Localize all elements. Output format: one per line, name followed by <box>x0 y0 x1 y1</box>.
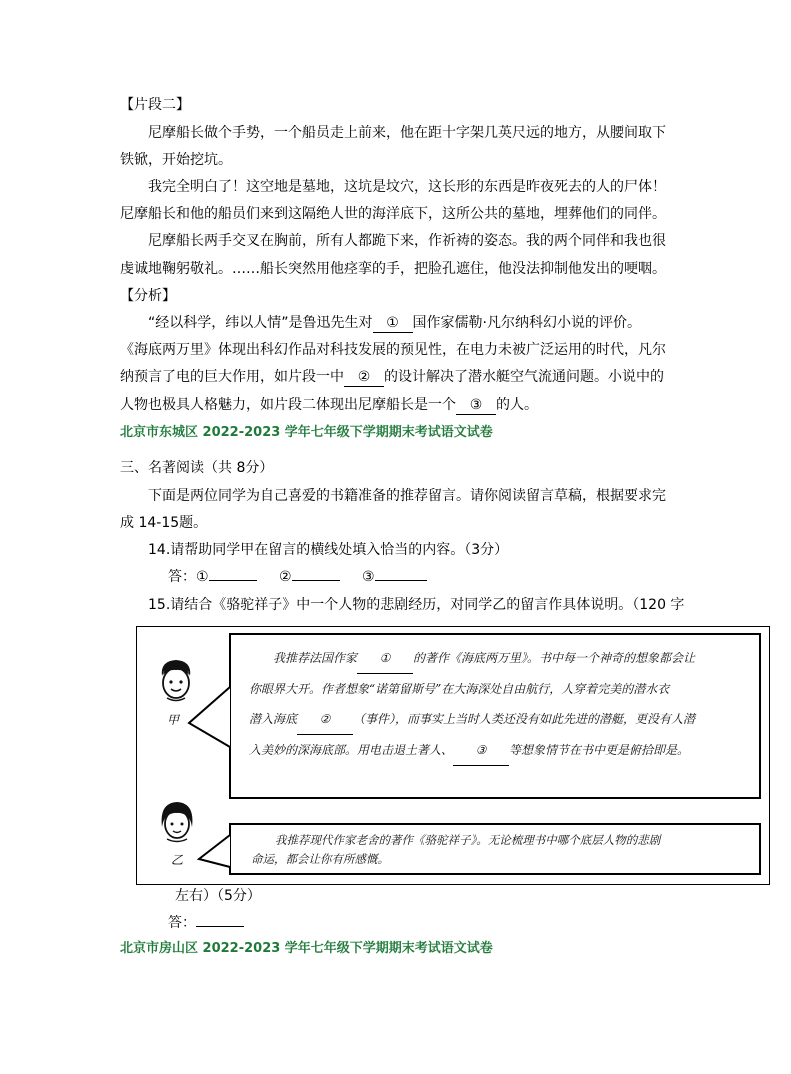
q14-answer-line <box>168 568 427 586</box>
answer-label: 答： <box>168 915 196 931</box>
bubble-text: 入美妙的深海底部。用电击退土著人、 <box>249 743 454 757</box>
q15-answer-line <box>168 914 244 932</box>
answer-blank-3[interactable] <box>375 580 427 581</box>
mark-2: ② <box>279 569 292 585</box>
bubble-line: 命运，都会让你有所感慨。 <box>251 852 389 866</box>
speaker-label-jia: 甲 <box>167 713 180 727</box>
analysis-text: 人物也极具人格魅力，如片段二体现出尼摩船长是一个 <box>120 397 456 413</box>
answer-blank: ③ <box>456 396 496 415</box>
fragment2-heading: 【片段二】 <box>120 97 190 113</box>
analysis-text: 纳预言了电的巨大作用，如片段一中 <box>120 369 344 385</box>
bubble-text: （事件），而事实上当时人类还没有如此先进的潜艇，更没有人潜 <box>353 712 696 726</box>
analysis-line-3 <box>120 368 664 387</box>
question-14: 14.请帮助同学甲在留言的横线处填入恰当的内容。（3分） <box>148 542 509 558</box>
analysis-line-2: 《海底两万里》体现出科幻作品对科技发展的预见性，在电力未被广泛运用的时代，凡尔 <box>120 342 666 358</box>
question-15-continued: 左右）（5分） <box>175 888 261 904</box>
paragraph-line: 尼摩船长两手交叉在胸前，所有人都跪下来，作祈祷的姿态。我的两个同伴和我也很 <box>148 233 666 249</box>
analysis-text: 的人。 <box>496 397 538 413</box>
intro-line: 下面是两位同学为自己喜爱的书籍准备的推荐留言。请你阅读留言草稿，根据要求完 <box>148 488 666 504</box>
mark-3: ③ <box>362 569 375 585</box>
answer-blank-2[interactable] <box>292 580 340 581</box>
paragraph-line: 尼摩船长做个手势，一个船员走上前来，他在距十字架几英尺远的地方，从腰间取下 <box>148 125 666 141</box>
section-title: 三、名著阅读（共 8分） <box>120 460 274 476</box>
paragraph-line: 虔诚地鞠躬敬礼。……船长突然用他痉挛的手，把脸孔遮住，他没法抑制他发出的哽咽。 <box>120 261 666 277</box>
source-citation: 北京市东城区 2022-2023 学年七年级下学期期末考试语文试卷 <box>120 425 493 440</box>
speaker-label-yi: 乙 <box>171 853 184 867</box>
source-citation: 北京市房山区 2022-2023 学年七年级下学期期末考试语文试卷 <box>120 941 493 956</box>
intro-line: 成 14-15题。 <box>120 515 208 531</box>
answer-blank[interactable] <box>196 926 244 927</box>
question-15: 15.请结合《骆驼祥子》中一个人物的悲剧经历，对同学乙的留言作具体说明。（120 字 <box>148 597 685 613</box>
answer-blank: ① <box>357 643 413 674</box>
recommendation-box <box>136 626 770 885</box>
answer-blank: ② <box>344 368 384 387</box>
analysis-line-1 <box>148 314 641 333</box>
analysis-text: “经以科学，纬以人情”是鲁迅先生对 <box>148 315 373 331</box>
paragraph-line: 我完全明白了！这空地是墓地，这坑是坟穴，这长形的东西是昨夜死去的人的尸体！ <box>148 179 666 195</box>
bubble-text: 我推荐法国作家 <box>273 651 358 665</box>
bubble-text: 等想象情节在书中更是俯拾即是。 <box>509 743 690 757</box>
answer-blank: ① <box>373 314 413 333</box>
bubble-text: 的著作《海底两万里》。书中每一个神奇的想象都会让 <box>413 651 696 665</box>
answer-label: 答：① <box>168 569 209 585</box>
analysis-text: 国作家儒勒·凡尔纳科幻小说的评价。 <box>412 315 641 331</box>
answer-blank: ② <box>297 704 353 735</box>
analysis-line-4 <box>120 396 538 415</box>
answer-blank-1[interactable] <box>209 580 257 581</box>
answer-blank: ③ <box>453 735 509 766</box>
analysis-heading: 【分析】 <box>120 288 176 304</box>
bubble-text: 潜入海底 <box>249 712 298 726</box>
bubble-line: 你眼界大开。作者想象“诺第留斯号”在大海深处自由航行，人穿着完美的潜水衣 <box>249 682 670 696</box>
paragraph-line: 尼摩船长和他的船员们来到这隔绝人世的海洋底下，这所公共的墓地，埋葬他们的同伴。 <box>120 206 666 222</box>
analysis-text: 的设计解决了潜水艇空气流通问题。小说中的 <box>384 369 664 385</box>
bubble-line: 我推荐现代作家老舍的著作《骆驼祥子》。无论梳理书中哪个底层人物的悲剧 <box>275 833 661 847</box>
paragraph-line: 铁锨，开始挖坑。 <box>120 152 232 168</box>
bubble-tails <box>137 627 771 886</box>
